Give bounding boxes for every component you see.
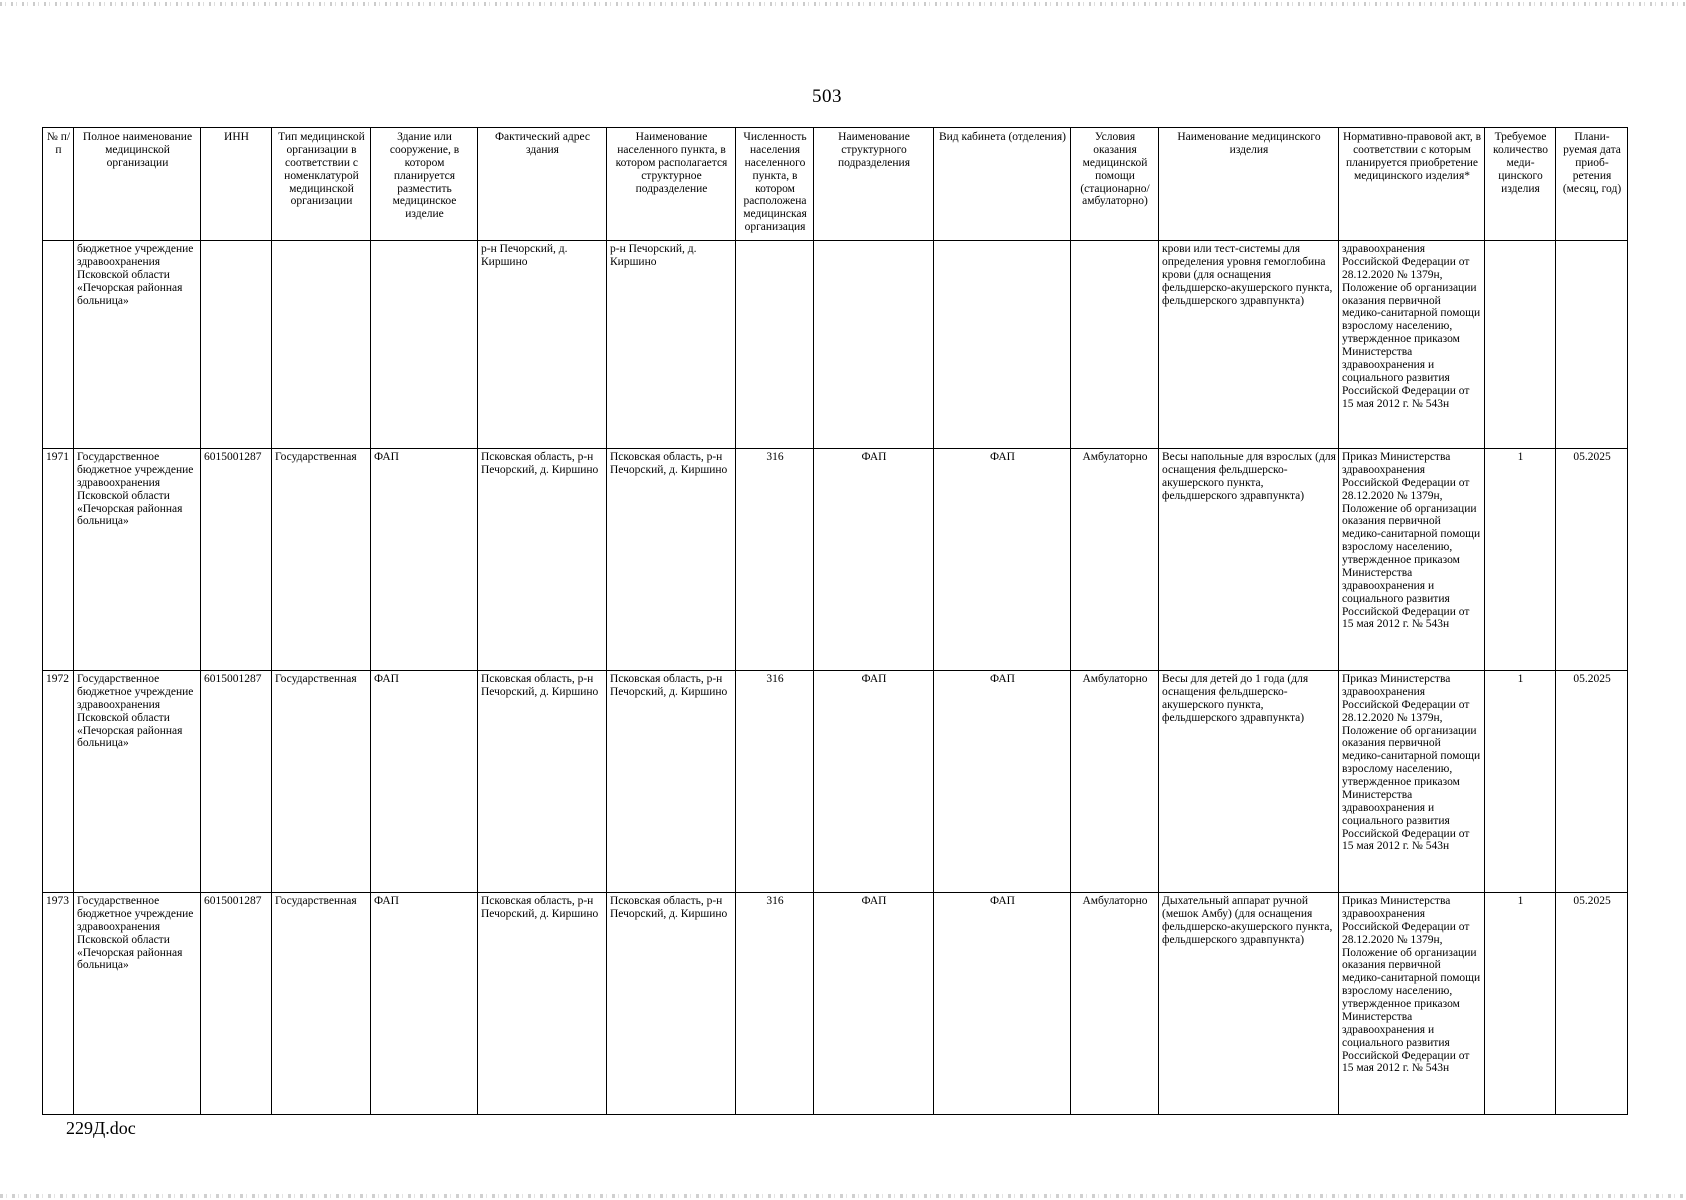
equipment-register-table bbox=[42, 127, 1628, 1115]
column-header-conditions: Условия оказания медицинской помощи (стационарно/ амбулаторно) bbox=[1071, 128, 1159, 241]
cell-conditions: Амбулаторно bbox=[1071, 893, 1159, 1115]
cell-population: 316 bbox=[736, 671, 814, 893]
cell-legal-act: Приказ Министерства здравоохранения Российской Федерации от 28.12.2020 № 1379н, Положение об организации оказания первичной медико-санитарной помощи взрослому населению, утвержденное приказом Министерства здравоохранения и социального развития Российской Федерации от 15 мая 2012 г. № 543н bbox=[1339, 449, 1485, 671]
cell-conditions: Амбулаторно bbox=[1071, 449, 1159, 671]
cell-population: 316 bbox=[736, 449, 814, 671]
column-header-number: № п/п bbox=[43, 128, 74, 241]
column-header-population: Численность населения населенного пункта, в котором расположена медицинская организация bbox=[736, 128, 814, 241]
cell-number: 1973 bbox=[43, 893, 74, 1115]
cell-date: 05.2025 bbox=[1556, 893, 1628, 1115]
cell-number bbox=[43, 241, 74, 449]
column-header-locality: Наименование населенного пункта, в котором располагается структурное подразделение bbox=[607, 128, 736, 241]
cell-cabinet bbox=[934, 241, 1071, 449]
column-header-legal-act: Нормативно-правовой акт, в соответствии с которым планируется приобретение медицинского изделия* bbox=[1339, 128, 1485, 241]
table-row bbox=[43, 449, 1628, 671]
page-number: 503 bbox=[812, 86, 842, 107]
cell-inn: 6015001287 bbox=[201, 893, 272, 1115]
cell-legal-act: Приказ Министерства здравоохранения Российской Федерации от 28.12.2020 № 1379н, Положение об организации оказания первичной медико-санитарной помощи взрослому населению, утвержденное приказом Министерства здравоохранения и социального развития Российской Федерации от 15 мая 2012 г. № 543н bbox=[1339, 893, 1485, 1115]
cell-device: Весы напольные для взрослых (для оснащения фельдшерско-акушерского пункта, фельдшерского здравпункта) bbox=[1159, 449, 1339, 671]
cell-address: Псковская область, р-н Печорский, д. Киршино bbox=[478, 671, 607, 893]
cell-org-type: Государственная bbox=[272, 449, 371, 671]
column-header-date: Плани-руемая дата приоб-ретения (месяц, год) bbox=[1556, 128, 1628, 241]
cell-number: 1971 bbox=[43, 449, 74, 671]
cell-inn: 6015001287 bbox=[201, 449, 272, 671]
cell-date bbox=[1556, 241, 1628, 449]
cell-date: 05.2025 bbox=[1556, 449, 1628, 671]
cell-locality: Псковская область, р-н Печорский, д. Киршино bbox=[607, 893, 736, 1115]
cell-address: р-н Печорский, д. Киршино bbox=[478, 241, 607, 449]
cell-org-type: Государственная bbox=[272, 893, 371, 1115]
cell-device: Весы для детей до 1 года (для оснащения фельдшерско-акушерского пункта, фельдшерского здравпункта) bbox=[1159, 671, 1339, 893]
cell-address: Псковская область, р-н Печорский, д. Киршино bbox=[478, 893, 607, 1115]
cell-inn bbox=[201, 241, 272, 449]
table-header-row bbox=[43, 128, 1628, 241]
cell-unit bbox=[814, 241, 934, 449]
footer-filename: 229Д.doc bbox=[66, 1118, 136, 1138]
cell-address: Псковская область, р-н Печорский, д. Киршино bbox=[478, 449, 607, 671]
cell-building bbox=[371, 241, 478, 449]
cell-organization: Государственное бюджетное учреждение здравоохранения Псковской области «Печорская районная больница» bbox=[74, 671, 201, 893]
scan-edge-top bbox=[0, 2, 1686, 6]
cell-device: Дыхательный аппарат ручной (мешок Амбу) (для оснащения фельдшерско-акушерского пункта, фельдшерского здравпункта) bbox=[1159, 893, 1339, 1115]
cell-locality: Псковская область, р-н Печорский, д. Киршино bbox=[607, 449, 736, 671]
cell-quantity: 1 bbox=[1485, 449, 1556, 671]
column-header-organization: Полное наименование медицинской организации bbox=[74, 128, 201, 241]
column-header-inn: ИНН bbox=[201, 128, 272, 241]
cell-unit: ФАП bbox=[814, 893, 934, 1115]
cell-locality: р-н Печорский, д. Киршино bbox=[607, 241, 736, 449]
column-header-org-type: Тип медицинской организации в соответствии с номенклатурой медицинской организации bbox=[272, 128, 371, 241]
column-header-cabinet: Вид кабинета (отделения) bbox=[934, 128, 1071, 241]
cell-building: ФАП bbox=[371, 671, 478, 893]
table-row bbox=[43, 671, 1628, 893]
cell-organization: Государственное бюджетное учреждение здравоохранения Псковской области «Печорская районная больница» bbox=[74, 449, 201, 671]
cell-date: 05.2025 bbox=[1556, 671, 1628, 893]
cell-population: 316 bbox=[736, 893, 814, 1115]
column-header-device: Наименование медицинского изделия bbox=[1159, 128, 1339, 241]
cell-device: крови или тест-системы для определения уровня гемоглобина крови (для оснащения фельдшерско-акушерского пункта, фельдшерского здравпункта) bbox=[1159, 241, 1339, 449]
cell-legal-act: Приказ Министерства здравоохранения Российской Федерации от 28.12.2020 № 1379н, Положение об организации оказания первичной медико-санитарной помощи взрослому населению, утвержденное приказом Министерства здравоохранения и социального развития Российской Федерации от 15 мая 2012 г. № 543н bbox=[1339, 671, 1485, 893]
cell-building: ФАП bbox=[371, 449, 478, 671]
cell-cabinet: ФАП bbox=[934, 671, 1071, 893]
column-header-address: Фактический адрес здания bbox=[478, 128, 607, 241]
cell-unit: ФАП bbox=[814, 449, 934, 671]
cell-cabinet: ФАП bbox=[934, 893, 1071, 1115]
column-header-unit: Наименование структурного подразделения bbox=[814, 128, 934, 241]
cell-quantity: 1 bbox=[1485, 671, 1556, 893]
table-row bbox=[43, 893, 1628, 1115]
cell-building: ФАП bbox=[371, 893, 478, 1115]
cell-quantity bbox=[1485, 241, 1556, 449]
cell-legal-act: здравоохранения Российской Федерации от 28.12.2020 № 1379н, Положение об организации оказания первичной медико-санитарной помощи взрослому населению, утвержденное приказом Министерства здравоохранения и социального развития Российской Федерации от 15 мая 2012 г. № 543н bbox=[1339, 241, 1485, 449]
cell-organization: Государственное бюджетное учреждение здравоохранения Псковской области «Печорская районная больница» bbox=[74, 893, 201, 1115]
cell-quantity: 1 bbox=[1485, 893, 1556, 1115]
cell-population bbox=[736, 241, 814, 449]
cell-conditions: Амбулаторно bbox=[1071, 671, 1159, 893]
cell-organization: бюджетное учреждение здравоохранения Псковской области «Печорская районная больница» bbox=[74, 241, 201, 449]
table-row-continuation bbox=[43, 241, 1628, 449]
column-header-quantity: Требуемое количество меди-цинского изделия bbox=[1485, 128, 1556, 241]
cell-unit: ФАП bbox=[814, 671, 934, 893]
cell-org-type bbox=[272, 241, 371, 449]
cell-conditions bbox=[1071, 241, 1159, 449]
cell-cabinet: ФАП bbox=[934, 449, 1071, 671]
cell-locality: Псковская область, р-н Печорский, д. Киршино bbox=[607, 671, 736, 893]
cell-number: 1972 bbox=[43, 671, 74, 893]
cell-inn: 6015001287 bbox=[201, 671, 272, 893]
column-header-building: Здание или сооружение, в котором планируется разместить медицинское изделие bbox=[371, 128, 478, 241]
cell-org-type: Государственная bbox=[272, 671, 371, 893]
scan-edge-bottom bbox=[0, 1194, 1686, 1198]
